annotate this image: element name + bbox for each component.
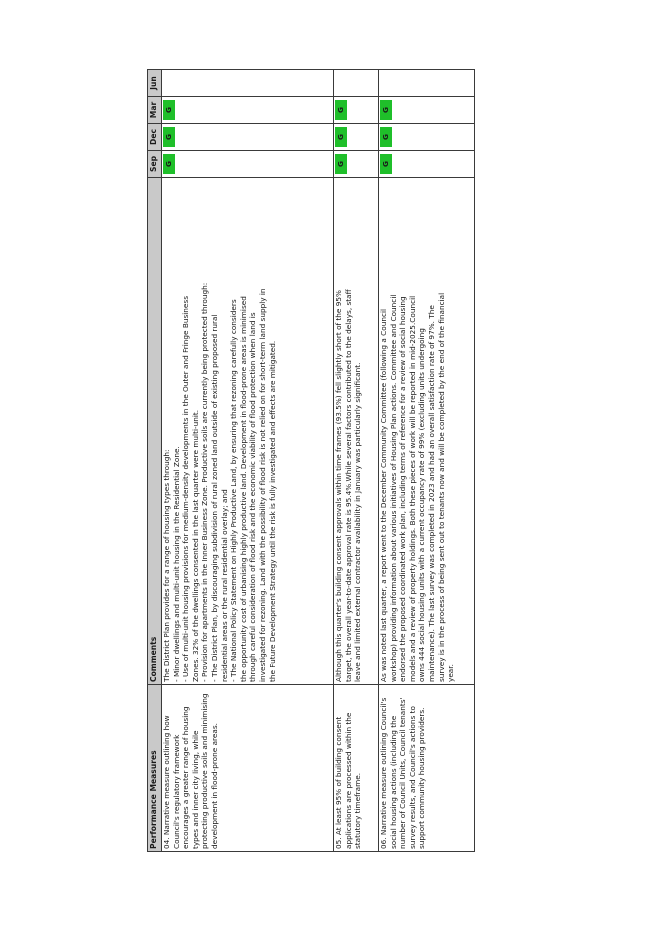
rating-mar-cell <box>162 97 334 124</box>
header-dec: Dec <box>148 124 162 151</box>
measure-line: support community housing providers. <box>417 707 427 849</box>
rating-dec-cell <box>379 124 475 151</box>
comment-line: - The National Policy Statement on Highly Productive Land, by ensuring that rezoning carefully considers <box>229 299 239 682</box>
rating-badge: G <box>335 100 347 120</box>
table-row <box>162 70 334 852</box>
header-jun: Jun <box>148 70 162 97</box>
rating-badge: G <box>380 127 392 147</box>
comments-cell <box>162 178 334 685</box>
measure-line: encourages a greater range of housing <box>181 706 191 849</box>
comment-line: - The District Plan, by discouraging subdivision of rural zoned land outside of existing proposed rural <box>209 314 219 682</box>
rating-dec-cell <box>162 124 334 151</box>
measure-line: development in flood-prone areas. <box>209 723 219 849</box>
rating-mar-cell <box>379 97 475 124</box>
comment-line: survey is in the process of being sent out to tenants now and will be completed by the end of the financial <box>436 292 446 682</box>
comment-line: the opportunity cost of urbanising highly productive land. Development in flood-prone areas is minimised <box>238 296 248 682</box>
rating-badge: G <box>380 154 392 174</box>
header-comments: Comments <box>148 178 162 685</box>
comment-line: endorsed the proposed coordinated work plan, including terms of reference for a review of social housing <box>398 296 408 682</box>
measure-cell <box>334 685 379 852</box>
comment-line: target, the overall year-to-date approval rate is 95.4%.While several factors contributed to the delays, staff <box>343 289 353 682</box>
comment-line: investigated for rezoning. Land with the possibility of flood risk is not relied on for short-term land supply in <box>257 288 267 682</box>
comment-line: through careful consideration of flood risk and the economic viability of flood protection when land is <box>248 312 258 682</box>
rating-badge: G <box>335 127 347 147</box>
comment-line: year. <box>446 664 456 682</box>
comment-line: models and a review of property holdings. Both these pieces of work will be reported in mid-2025.Council <box>407 295 417 682</box>
comment-line: residential areas or the rural residential overlay; and <box>219 489 229 682</box>
table-row <box>334 70 379 852</box>
rating-badge: G <box>335 154 347 174</box>
measure-line: protecting productive soils and minimising <box>200 693 210 849</box>
comments-cell <box>334 178 379 685</box>
measure-cell <box>379 685 475 852</box>
measure-line: 05. At least 95% of building consent <box>334 716 343 849</box>
measure-cell <box>162 685 334 852</box>
comment-line: owns 444 social housing units with a current occupancy rate of 99% (excluding units undergoing <box>417 328 427 682</box>
comment-line: The District Plan provides for a range of housing types through: <box>162 449 171 682</box>
rating-mar-cell <box>334 97 379 124</box>
measure-line: number of Council Units, Council tenants' <box>398 697 408 849</box>
rating-badge: G <box>163 154 175 174</box>
comment-line: As was noted last quarter, a report went to the December Community Committee (following a Council <box>379 308 388 682</box>
comment-line: Although this quarter's building consent approvals within time frames (93.5%) fell slightly short of the 95% <box>334 290 343 682</box>
header-sep: Sep <box>148 151 162 178</box>
header-mar: Mar <box>148 97 162 124</box>
rating-dec-cell <box>334 124 379 151</box>
rating-jun-cell <box>334 70 379 97</box>
rating-jun-cell <box>379 70 475 97</box>
comment-line: - Provision for apartments in the Inner Business Zone. Productive soils are currently being protected through: <box>200 282 210 682</box>
comment-line: - Use of multi-unit housing provisions for medium-density developments in the Outer and Fringe Business <box>181 295 191 682</box>
measure-line: statutory timeframe. <box>353 772 363 849</box>
table-row <box>379 70 475 852</box>
rating-badge: G <box>163 100 175 120</box>
comment-line: leave and limited external contractor availability in January was particularly significant. <box>353 362 363 682</box>
header-performance-measures: Performance Measures <box>148 685 162 852</box>
measure-line: applications are processed within the <box>343 712 353 849</box>
measure-line: types and inner city living, while <box>190 730 200 849</box>
comment-line: the Future Development Strategy until the risk is fully investigated and effects are mitigated. <box>267 340 277 682</box>
measure-line: Council's regulatory framework <box>171 734 181 849</box>
comment-line: workshop) providing information about various initiatives of Housing Plan actions. Committee and Council <box>388 294 398 682</box>
comment-line: maintenance). The last survey was completed in 2023 and had an overall satisfaction rate of 97%. The <box>426 305 436 682</box>
measure-line: 06. Narrative measure outlining Council's <box>379 697 388 849</box>
rating-badge: G <box>163 127 175 147</box>
measure-line: survey results, and Council's actions to <box>407 706 417 849</box>
rating-sep-cell <box>334 151 379 178</box>
rating-badge: G <box>380 100 392 120</box>
performance-table <box>147 69 475 852</box>
table-header-row <box>148 70 162 852</box>
comments-cell <box>379 178 475 685</box>
comment-line: Zones. 32% of the dwellings consented in the last quarter were multi-unit. <box>190 409 200 682</box>
comment-line: - Minor dwellings and multi-unit housing in the Residential Zone. <box>171 446 181 682</box>
measure-line: social housing actions (including the <box>388 715 398 849</box>
rating-sep-cell <box>162 151 334 178</box>
measure-line: 04. Narrative measure outlining how <box>162 715 171 849</box>
rating-jun-cell <box>162 70 334 97</box>
rating-sep-cell <box>379 151 475 178</box>
